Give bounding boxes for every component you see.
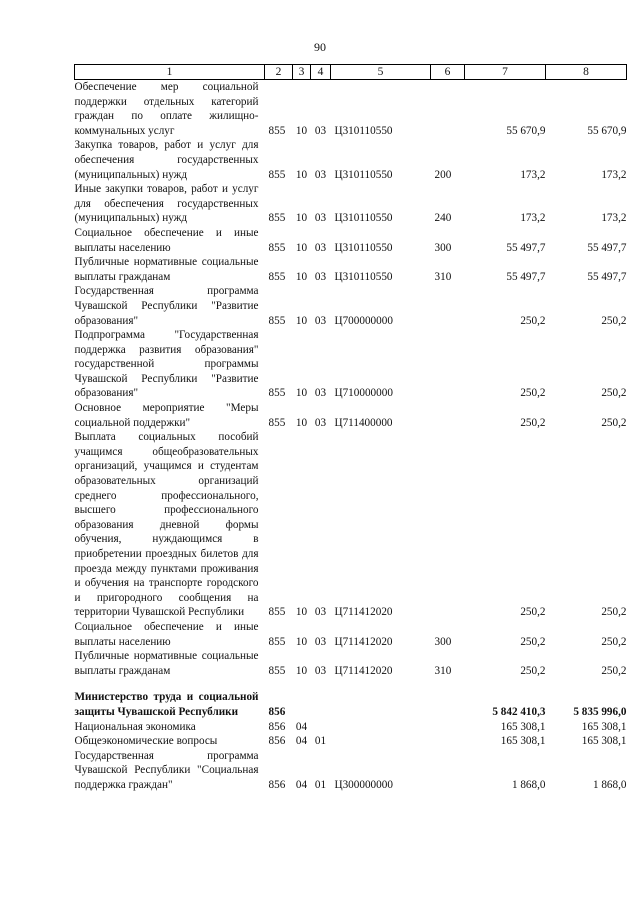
row-value-cell: 03: [314, 416, 327, 429]
row-value-cell: 165 308,1: [500, 735, 546, 748]
row-value-cell: Ц310110550: [334, 270, 393, 283]
row-value-cell: 55 497,7: [587, 241, 627, 254]
row-value-cell: Ц310110550: [334, 124, 393, 137]
table-row: [75, 138, 627, 182]
table-row: [75, 255, 627, 284]
table-row: [75, 690, 627, 719]
column-header: 7: [465, 65, 546, 80]
row-name-cell: Государственная программа Чувашской Республики "Развитие образования": [74, 285, 259, 327]
row-value-cell: 240: [434, 212, 452, 225]
row-value-cell: 250,2: [520, 314, 546, 327]
row-value-cell: 10: [295, 124, 308, 137]
table-row: [75, 734, 627, 749]
row-value-cell: 03: [314, 212, 327, 225]
row-name-cell: Государственная программа Чувашской Республики "Социальная поддержка граждан": [74, 749, 259, 791]
row-value-cell: Ц310110550: [334, 168, 393, 181]
row-value-cell: 10: [295, 270, 308, 283]
row-value-cell: [431, 80, 465, 139]
row-value-cell: 10: [295, 387, 308, 400]
row-value-cell: Ц310110550: [334, 212, 393, 225]
row-value-cell: 856: [268, 705, 286, 718]
table-row: [75, 720, 627, 735]
row-value-cell: 250,2: [601, 387, 627, 400]
row-value-cell: 250,2: [601, 606, 627, 619]
table-row: [75, 620, 627, 649]
row-value-cell: [431, 690, 465, 719]
row-name-cell: Публичные нормативные социальные выплаты гражданам: [74, 650, 259, 677]
row-value-cell: 03: [314, 168, 327, 181]
row-value-cell: 173,2: [601, 212, 627, 225]
table-row: [75, 749, 627, 793]
row-name-cell: Национальная экономика: [74, 720, 196, 733]
row-name-cell: Социальное обеспечение и иные выплаты населению: [74, 226, 259, 254]
row-value-cell: 856: [268, 735, 286, 748]
row-value-cell: 1 868,0: [511, 778, 546, 791]
row-value-cell: [431, 720, 465, 735]
row-value-cell: 250,2: [520, 664, 546, 677]
row-name-cell: Общеэкономические вопросы: [74, 735, 218, 748]
row-value-cell: 856: [268, 720, 286, 733]
row-value-cell: 03: [314, 270, 327, 283]
row-value-cell: 03: [314, 635, 327, 648]
row-name-cell: Министерство труда и социальной защиты Чувашской Республики: [74, 691, 259, 718]
row-value-cell: 855: [268, 168, 286, 181]
row-name-cell: Выплата социальных пособий учащимся общеобразовательных организаций, учащимся и студентам образовательных организаций среднего профессионального, высшего профессионального образования дневной формы обучения, нуждающимся в приобретении проездных билетов для проезда между пунктами проживания и обучения на транспорте городского и пригородного сообщения на территории Чувашской Республики: [74, 431, 259, 619]
row-value-cell: 1 868,0: [592, 778, 627, 791]
row-value-cell: 855: [268, 212, 286, 225]
row-value-cell: 10: [295, 212, 308, 225]
row-value-cell: [431, 328, 465, 401]
row-value-cell: 855: [268, 241, 286, 254]
row-value-cell: 55 497,7: [587, 270, 627, 283]
row-value-cell: 250,2: [601, 664, 627, 677]
row-value-cell: 250,2: [601, 314, 627, 327]
row-name-cell: Публичные нормативные социальные выплаты гражданам: [74, 256, 259, 283]
row-name-cell: Подпрограмма "Государственная поддержка развития образования" государственной программы Чувашской Республики "Развитие образования": [74, 329, 259, 400]
column-header: 1: [75, 65, 265, 80]
row-value-cell: 173,2: [601, 168, 627, 181]
row-value-cell: Ц710000000: [334, 387, 393, 400]
row-value-cell: 855: [268, 416, 286, 429]
row-value-cell: 5 842 410,3: [492, 705, 546, 718]
row-value-cell: 855: [268, 270, 286, 283]
row-value-cell: 173,2: [520, 168, 546, 181]
row-value-cell: [331, 690, 431, 719]
column-header: 4: [311, 65, 331, 80]
row-value-cell: 10: [295, 168, 308, 181]
row-value-cell: 855: [268, 606, 286, 619]
row-value-cell: 03: [314, 241, 327, 254]
row-name-cell: Социальное обеспечение и иные выплаты населению: [74, 620, 259, 648]
row-value-cell: 855: [268, 664, 286, 677]
page-number: 90: [314, 40, 326, 54]
column-header: 2: [265, 65, 293, 80]
row-value-cell: Ц711412020: [334, 635, 393, 648]
row-value-cell: 300: [434, 635, 452, 648]
row-value-cell: 200: [434, 168, 452, 181]
table-row: [75, 649, 627, 678]
row-value-cell: [331, 734, 431, 749]
row-value-cell: [431, 749, 465, 793]
table-row: [75, 182, 627, 226]
row-value-cell: [431, 430, 465, 620]
row-value-cell: 855: [268, 635, 286, 648]
row-value-cell: 10: [295, 635, 308, 648]
row-value-cell: 03: [314, 387, 327, 400]
column-header: 5: [331, 65, 431, 80]
row-value-cell: 855: [268, 387, 286, 400]
row-value-cell: Ц711412020: [334, 664, 393, 677]
row-value-cell: 55 670,9: [587, 124, 627, 137]
row-value-cell: 165 308,1: [581, 735, 627, 748]
row-value-cell: 03: [314, 314, 327, 327]
spacer-row: [75, 678, 627, 690]
row-value-cell: 03: [314, 124, 327, 137]
row-value-cell: [431, 734, 465, 749]
row-value-cell: 01: [314, 735, 327, 748]
row-value-cell: 855: [268, 124, 286, 137]
row-value-cell: 10: [295, 416, 308, 429]
row-value-cell: 10: [295, 664, 308, 677]
row-value-cell: [431, 401, 465, 430]
row-value-cell: 250,2: [601, 635, 627, 648]
row-value-cell: 250,2: [601, 416, 627, 429]
row-value-cell: Ц711400000: [334, 416, 393, 429]
row-value-cell: Ц700000000: [334, 314, 393, 327]
row-name-cell: Иные закупки товаров, работ и услуг для обеспечения государственных (муниципальных) нужд: [74, 183, 259, 225]
row-value-cell: 55 497,7: [506, 270, 546, 283]
row-value-cell: 10: [295, 314, 308, 327]
row-value-cell: 10: [295, 241, 308, 254]
row-value-cell: [331, 720, 431, 735]
row-value-cell: 856: [268, 778, 286, 791]
row-name-cell: Закупка товаров, работ и услуг для обеспечения государственных (муниципальных) нужд: [74, 139, 259, 181]
row-value-cell: Ц300000000: [334, 778, 393, 791]
row-value-cell: 310: [434, 270, 452, 283]
row-value-cell: 55 497,7: [506, 241, 546, 254]
row-value-cell: Ц310110550: [334, 241, 393, 254]
row-value-cell: 310: [434, 664, 452, 677]
row-value-cell: 04: [295, 735, 308, 748]
row-value-cell: 300: [434, 241, 452, 254]
table-row: [75, 430, 627, 620]
row-value-cell: 03: [314, 664, 327, 677]
row-value-cell: 250,2: [520, 606, 546, 619]
row-value-cell: [311, 720, 331, 735]
row-value-cell: 04: [295, 720, 308, 733]
row-value-cell: 55 670,9: [506, 124, 546, 137]
row-value-cell: 173,2: [520, 212, 546, 225]
column-header: 6: [431, 65, 465, 80]
row-value-cell: 165 308,1: [500, 720, 546, 733]
row-value-cell: 855: [268, 314, 286, 327]
row-name-cell: Основное мероприятие "Меры социальной поддержки": [74, 402, 259, 429]
row-value-cell: [311, 690, 331, 719]
row-value-cell: 03: [314, 606, 327, 619]
table-body: [75, 80, 627, 793]
column-header: 8: [546, 65, 627, 80]
row-value-cell: [293, 690, 311, 719]
budget-table: [74, 64, 627, 793]
row-value-cell: 10: [295, 606, 308, 619]
table-row: [75, 226, 627, 255]
table-row: [75, 80, 627, 139]
header-row: [75, 65, 627, 80]
row-value-cell: 01: [314, 778, 327, 791]
column-header: 3: [293, 65, 311, 80]
table-row: [75, 328, 627, 401]
row-value-cell: 250,2: [520, 387, 546, 400]
row-name-cell: Обеспечение мер социальной поддержки отдельных категорий граждан по оплате жилищно-коммунальных услуг: [74, 81, 259, 137]
table-row: [75, 284, 627, 328]
row-value-cell: 250,2: [520, 416, 546, 429]
spacer-cell: [75, 678, 627, 690]
row-value-cell: Ц711412020: [334, 606, 393, 619]
row-value-cell: 5 835 996,0: [573, 705, 627, 718]
table-row: [75, 401, 627, 430]
row-value-cell: 165 308,1: [581, 720, 627, 733]
row-value-cell: 04: [295, 778, 308, 791]
row-value-cell: [431, 284, 465, 328]
row-value-cell: 250,2: [520, 635, 546, 648]
